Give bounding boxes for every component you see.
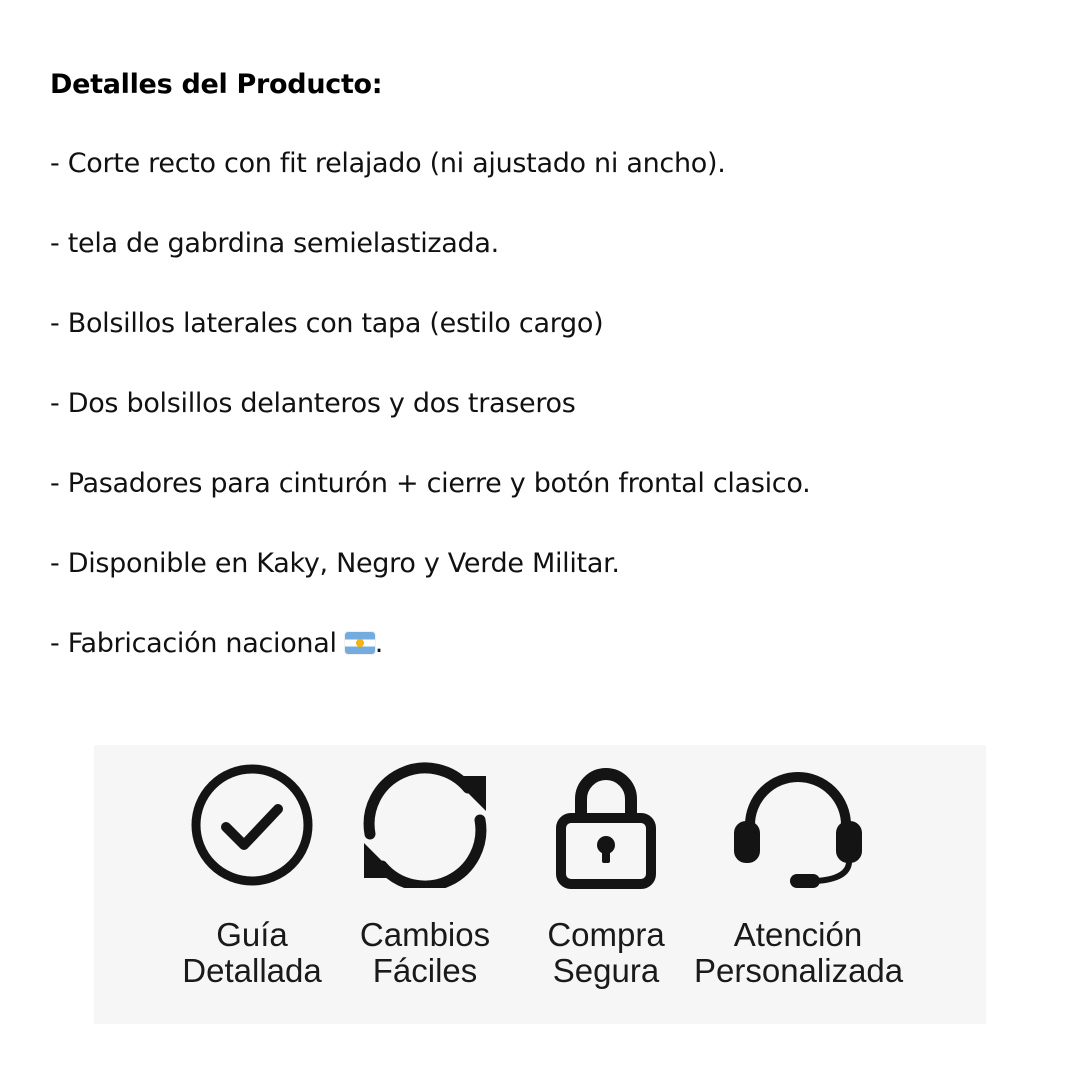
feature-personal-support	[694, 745, 902, 1024]
features-banner	[94, 745, 986, 1024]
detail-item-origin	[50, 624, 810, 704]
feature-label	[534, 917, 678, 989]
refresh-arrows-icon	[362, 762, 488, 888]
feature-label-line2: Personalizada	[694, 952, 904, 989]
feature-label-line1: Atención	[733, 916, 863, 953]
padlock-icon	[556, 763, 656, 889]
feature-label-line1: Guía	[216, 916, 288, 953]
detail-item: - Dos bolsillos delanteros y dos traseros	[50, 388, 576, 419]
check-circle-icon	[190, 763, 314, 887]
feature-label-line2: Segura	[552, 952, 660, 989]
detail-item-origin-suffix: .	[374, 628, 383, 659]
feature-label-line1: Cambios	[359, 916, 491, 953]
detail-item: - Disponible en Kaky, Negro y Verde Militar.	[50, 548, 620, 579]
detail-item-origin-text: - Fabricación nacional	[50, 628, 337, 659]
feature-label	[174, 917, 330, 989]
feature-label-line2: Detallada	[182, 952, 322, 989]
detail-item: - Bolsillos laterales con tapa (estilo cargo)	[50, 308, 604, 339]
argentina-flag-icon	[345, 632, 375, 654]
headset-icon	[732, 763, 864, 889]
feature-secure-purchase	[534, 745, 678, 1024]
detail-item: - tela de gabrdina semielastizada.	[50, 228, 499, 259]
feature-label-line1: Compra	[547, 916, 665, 953]
detail-item: - Pasadores para cinturón + cierre y botón frontal clasico.	[50, 468, 811, 499]
feature-label	[694, 917, 902, 989]
detail-item: - Corte recto con fit relajado (ni ajustado ni ancho).	[50, 148, 726, 179]
feature-label-line2: Fáciles	[372, 952, 478, 989]
product-details-list	[50, 144, 810, 704]
product-details-title: Detalles del Producto:	[50, 69, 383, 100]
feature-label	[350, 917, 500, 989]
feature-guide	[174, 745, 330, 1024]
feature-easy-returns	[350, 745, 500, 1024]
